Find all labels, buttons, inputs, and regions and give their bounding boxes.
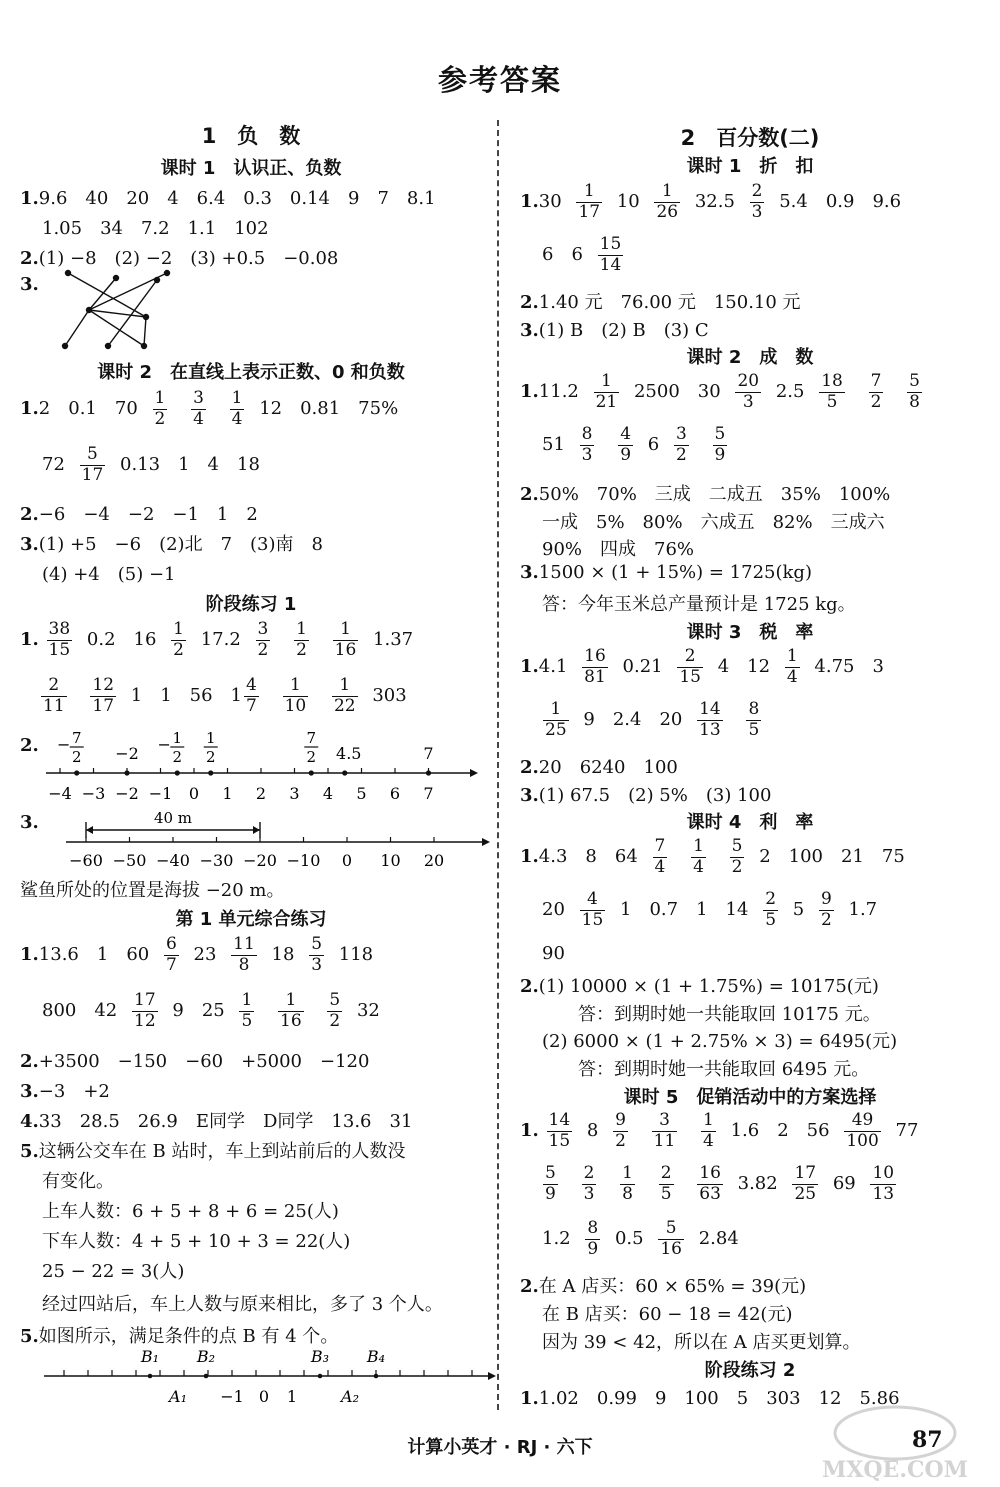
point-label-numerator: 1	[205, 729, 216, 747]
fraction: $\frac{11}{8}$	[233, 934, 255, 975]
answer-text: 1.05 34 7.2 1.1 102	[42, 218, 269, 239]
point-marker	[426, 770, 431, 775]
answer-text: 2 100 21 75	[759, 846, 905, 868]
answer-text: 11.2	[538, 381, 579, 403]
tick-label: −1	[220, 1387, 244, 1406]
page-title: 参考答案	[437, 63, 562, 97]
answer-text: 0.2 16	[86, 629, 157, 651]
point-label-denominator: 2	[306, 748, 317, 766]
lesson-2-title: 课时 2 在直线上表示正数、0 和负数	[97, 362, 405, 383]
tick-label: −30	[199, 851, 234, 870]
fraction: $\frac{8}{5}$	[748, 699, 760, 740]
tick-label: 0	[341, 851, 353, 870]
answer-text: 8	[586, 1120, 599, 1142]
answer-text: 2.84	[698, 1228, 739, 1250]
fraction: $\frac{17}{12}$	[134, 990, 156, 1031]
fraction: $\frac{18}{5}$	[821, 371, 843, 412]
tick-label: −40	[156, 851, 190, 870]
tick-label: −4	[48, 784, 72, 803]
tick-label: 0	[258, 1387, 270, 1406]
column-divider	[497, 120, 499, 1410]
fraction: $\frac{4}{7}$	[246, 675, 257, 716]
tick-label: 0	[188, 784, 200, 803]
point-label-sign: −	[157, 735, 171, 754]
answer-text: 2 0.1 70	[38, 398, 138, 420]
fraction: $\frac{1}{4}$	[786, 646, 798, 687]
tick-label: −1	[148, 784, 173, 803]
fraction: $\frac{7}{4}$	[654, 836, 666, 877]
lesson-5-title: 课时 5 促销活动中的方案选择	[623, 1087, 877, 1108]
footer-series: 计算小英才 · RJ · 六下	[407, 1437, 593, 1458]
answer-text: 51	[542, 434, 565, 456]
fraction: $\frac{6}{7}$	[165, 934, 177, 975]
fraction: $\frac{16}{63}$	[699, 1163, 721, 1204]
answer-text: 32.5	[694, 191, 735, 213]
answer-text: 13.6 1 60	[38, 944, 150, 966]
fraction: $\frac{5}{3}$	[311, 934, 323, 975]
tick-label: 5	[356, 784, 367, 803]
point-label-numerator: 1	[172, 729, 183, 747]
answer-text: 69	[832, 1173, 856, 1195]
fraction: $\frac{2}{3}$	[583, 1163, 595, 1204]
answer-text: 经过四站后，车上人数与原来相比，多了 3 个人。	[42, 1294, 443, 1315]
answer-text: 72	[42, 454, 65, 476]
fraction: $\frac{15}{14}$	[599, 234, 622, 275]
answer-text: 5.4 0.9 9.6	[779, 191, 902, 213]
answer-text: 0.21	[622, 656, 663, 678]
fraction: $\frac{5}{16}$	[660, 1218, 682, 1259]
fraction: $\frac{12}{17}$	[92, 675, 115, 716]
answer-text: 9 2.4 20	[583, 709, 683, 731]
fraction: $\frac{1}{2}$	[296, 619, 307, 660]
fraction: $\frac{9}{2}$	[820, 889, 832, 930]
answer-text: 23	[193, 944, 217, 966]
answer-text: 17.2	[200, 629, 241, 651]
point-marker	[74, 770, 79, 775]
answer-text: +3500 −150 −60 +5000 −120	[38, 1051, 370, 1072]
answer-text: 6	[647, 434, 660, 456]
fraction: $\frac{1}{2}$	[173, 619, 184, 660]
answer-text: 鲨鱼所处的位置是海拔 −20 m。	[20, 880, 285, 901]
tick-label: 4	[322, 784, 334, 803]
point-label-denominator: 2	[205, 748, 216, 766]
answer-text: 800 42	[42, 1000, 118, 1022]
answer-text: 1 0.7 1 14	[620, 899, 749, 921]
fraction: $\frac{3}{4}$	[193, 388, 204, 429]
fraction: $\frac{3}{2}$	[257, 619, 269, 660]
fraction: $\frac{1}{25}$	[545, 699, 567, 740]
answer-text: 1.2	[542, 1228, 571, 1250]
point-label-b: B₁	[140, 1347, 160, 1366]
answer-text: 4.1	[538, 656, 568, 678]
fraction: $\frac{17}{25}$	[794, 1163, 817, 1204]
answer-text: 6 6	[542, 244, 583, 266]
point-marker	[124, 770, 129, 775]
answer-text: 4.75 3	[814, 656, 884, 678]
fraction: $\frac{1}{16}$	[334, 619, 357, 660]
answer-text: (1) −8 (2) −2 (3) +0.5 −0.08	[38, 248, 339, 269]
answer-text: 303	[372, 685, 407, 707]
answer-text: 1.40 元 76.00 元 150.10 元	[538, 292, 801, 313]
answer-text: 30	[538, 191, 562, 213]
distance-label: 40 m	[153, 809, 193, 827]
answer-text: (1) 67.5 (2) 5% (3) 100	[538, 785, 772, 806]
answer-text: 1 1 56 1	[130, 685, 243, 707]
fraction: $\frac{2}{5}$	[765, 889, 777, 930]
answer-text: 上车人数：6 + 5 + 8 + 6 = 25(人)	[42, 1201, 339, 1222]
answer-text: 9.6 40 20 4 6.4 0.3 0.14 9 7 8.1	[38, 188, 436, 209]
lesson-1-title: 课时 1 认识正、负数	[160, 158, 342, 179]
tick-label: 2	[255, 784, 267, 803]
number-line-2	[60, 806, 490, 872]
fraction: $\frac{5}{2}$	[731, 836, 743, 877]
stage-practice-1-title: 阶段练习 1	[205, 594, 297, 615]
fraction: $\frac{5}{2}$	[329, 990, 341, 1031]
fraction: $\frac{2}{5}$	[660, 1163, 672, 1204]
lesson-1-title: 课时 1 折 扣	[686, 156, 814, 177]
point-label-b: B₂	[196, 1347, 216, 1366]
answer-text: 1.02 0.99 9 100 5 303 12 5.86	[538, 1388, 900, 1409]
matching-diagram	[60, 268, 180, 352]
answer-text: 9 25	[172, 1000, 225, 1022]
fraction: $\frac{1}{2}$	[154, 388, 166, 429]
answer-text: 在 B 店买：60 − 18 = 42(元)	[542, 1304, 793, 1325]
fraction: $\frac{1}{4}$	[703, 1110, 714, 1151]
fraction: $\frac{1}{5}$	[241, 990, 253, 1031]
fraction: $\frac{5}{8}$	[909, 371, 920, 412]
answer-text: 下车人数：4 + 5 + 10 + 3 = 22(人)	[42, 1231, 351, 1252]
tick-label: −10	[286, 851, 321, 870]
answer-text: 0.13 1 4 18	[120, 454, 260, 476]
point-label-sign: −	[57, 735, 71, 754]
answer-text: (4) +4 (5) −1	[42, 564, 176, 585]
fraction: $\frac{1}{21}$	[595, 371, 618, 412]
tick-label: 6	[389, 784, 401, 803]
unit-2-title: 2 百分数(二)	[680, 126, 820, 150]
answer-text: 答：到期时她一共能取回 10175 元。	[578, 1004, 881, 1025]
fraction: $\frac{5}{17}$	[81, 444, 104, 485]
point-label-b: B₄	[366, 1347, 386, 1366]
tick-label: 1	[222, 784, 233, 803]
fraction: $\frac{8}{9}$	[587, 1218, 599, 1259]
fraction: $\frac{10}{13}$	[872, 1163, 895, 1204]
answer-text: 1.6 2 56	[730, 1120, 830, 1142]
answer-text: (2) 6000 × (1 + 2.75% × 3) = 6495(元)	[542, 1031, 898, 1052]
answer-text: 3.82	[737, 1173, 778, 1195]
answer-text: 2.5	[775, 381, 805, 403]
number-line-3	[40, 1342, 500, 1408]
tick-label: 1	[286, 1387, 298, 1406]
fraction: $\frac{1}{17}$	[578, 181, 601, 222]
tick-label: −60	[69, 851, 103, 870]
tick-label: −20	[243, 851, 277, 870]
point-label-numerator: 7	[306, 729, 317, 747]
fraction: $\frac{3}{2}$	[675, 424, 687, 465]
answer-text: 25 − 22 = 3(人)	[42, 1261, 185, 1282]
point-label: −2	[115, 744, 139, 763]
answer-text: (1) 10000 × (1 + 1.75%) = 10175(元)	[538, 976, 879, 997]
answer-text: 10	[616, 191, 640, 213]
answer-text: 77	[895, 1120, 919, 1142]
fraction: $\frac{1}{10}$	[284, 675, 307, 716]
point-label: 4.5	[336, 744, 362, 763]
answer-text: 18	[271, 944, 295, 966]
point-label-denominator: 2	[71, 748, 82, 766]
point-marker	[175, 770, 180, 775]
fraction: $\frac{2}{11}$	[43, 675, 65, 716]
fraction: $\frac{1}{4}$	[231, 388, 243, 429]
fraction: $\frac{2}{3}$	[751, 181, 763, 222]
answer-text: 0.5	[614, 1228, 644, 1250]
fraction: $\frac{5}{9}$	[545, 1163, 556, 1204]
answer-text: 12 0.81 75%	[259, 398, 399, 420]
tick-label: −2	[115, 784, 139, 803]
answer-text: (1) B (2) B (3) C	[538, 320, 709, 341]
answer-text: −3 +2	[38, 1081, 110, 1102]
answer-text: 在 A 店买：60 × 65% = 39(元)	[538, 1276, 807, 1297]
answer-text: 33 28.5 26.9 E同学 D同学 13.6 31	[38, 1111, 413, 1132]
tick-label: 10	[380, 851, 401, 870]
lesson-3-title: 课时 3 税 率	[686, 622, 814, 643]
answer-text: 因为 39 < 42，所以在 A 店买更划算。	[542, 1332, 861, 1353]
lesson-4-title: 课时 4 利 率	[686, 812, 814, 833]
point-marker	[342, 770, 347, 775]
tick-label: 7	[423, 784, 434, 803]
answer-text: 20 6240 100	[538, 757, 678, 778]
point-label: 7	[423, 744, 434, 763]
point-marker	[309, 770, 314, 775]
fraction: $\frac{8}{3}$	[581, 424, 593, 465]
tick-label: −3	[81, 784, 106, 803]
fraction: $\frac{9}{2}$	[615, 1110, 626, 1151]
fraction: $\frac{1}{22}$	[333, 675, 356, 716]
answer-text: 答：到期时她一共能取回 6495 元。	[578, 1059, 870, 1080]
answer-text: −6 −4 −2 −1 1 2	[38, 504, 258, 525]
answer-text: 5	[792, 899, 805, 921]
point-label-b: B₃	[310, 1347, 330, 1366]
fraction: $\frac{14}{13}$	[699, 699, 721, 740]
fraction: $\frac{20}{3}$	[737, 371, 760, 412]
answer-text: 90	[542, 943, 565, 964]
answer-text: 1.7	[848, 899, 878, 921]
answer-text: 4.3 8 64	[538, 846, 638, 868]
answer-text: (1) +5 −6 (2)北 7 (3)南 8	[38, 534, 323, 555]
lesson-2-title: 课时 2 成 数	[686, 347, 814, 368]
answer-text: 一成 5% 80% 六成五 82% 三成六	[542, 512, 885, 533]
fraction: $\frac{1}{4}$	[693, 836, 704, 877]
answer-text: 有变化。	[42, 1171, 114, 1192]
answer-text: 20	[542, 899, 565, 921]
point-label-numerator: 7	[71, 729, 82, 747]
number-line-1	[38, 727, 478, 809]
answer-text: 这辆公交车在 B 站时，车上到站前后的人数没	[38, 1141, 406, 1162]
fraction: $\frac{3}{11}$	[653, 1110, 676, 1151]
fraction: $\frac{14}{15}$	[548, 1110, 571, 1151]
answer-text: 2500 30	[633, 381, 721, 403]
tick-label: −50	[112, 851, 147, 870]
tick-label: 20	[423, 851, 445, 870]
answer-text: 32	[356, 1000, 380, 1022]
fraction: $\frac{16}{81}$	[584, 646, 606, 687]
point-label-denominator: 2	[172, 748, 183, 766]
answer-text: 118	[338, 944, 374, 966]
point-label-a: A₁	[169, 1387, 187, 1406]
unit-1-review-title: 第 1 单元综合练习	[175, 909, 327, 930]
stage-practice-2-title: 阶段练习 2	[704, 1360, 796, 1381]
fraction: $\frac{7}{2}$	[870, 371, 882, 412]
fraction: $\frac{1}{8}$	[622, 1163, 633, 1204]
watermark-logo	[800, 1395, 990, 1485]
point-marker	[208, 770, 213, 775]
page-number: 87	[912, 1427, 943, 1453]
fraction: $\frac{5}{9}$	[714, 424, 726, 465]
answer-text: 4 12	[717, 656, 771, 678]
answer-text: 如图所示，满足条件的点 B 有 4 个。	[38, 1326, 339, 1347]
unit-1-title: 1 负 数	[201, 124, 301, 148]
answer-text: 1.37	[373, 629, 414, 651]
fraction: $\frac{38}{15}$	[48, 619, 71, 660]
answer-text: 1500 × (1 + 15%) = 1725(kg)	[538, 562, 812, 583]
answer-text: 答：今年玉米总产量预计是 1725 kg。	[542, 594, 856, 615]
tick-label: 3	[289, 784, 300, 803]
answer-text: 90% 四成 76%	[542, 539, 695, 560]
fraction: $\frac{4}{15}$	[581, 889, 604, 930]
fraction: $\frac{49}{100}$	[846, 1110, 879, 1151]
point-label-a: A₂	[341, 1387, 359, 1406]
fraction: $\frac{4}{9}$	[620, 424, 632, 465]
fraction: $\frac{1}{26}$	[656, 181, 679, 222]
fraction: $\frac{1}{16}$	[280, 990, 302, 1031]
fraction: $\frac{2}{15}$	[679, 646, 701, 687]
watermark-text: MXQE.COM	[821, 1457, 969, 1483]
answer-text: 50% 70% 三成 二成五 35% 100%	[538, 484, 891, 505]
